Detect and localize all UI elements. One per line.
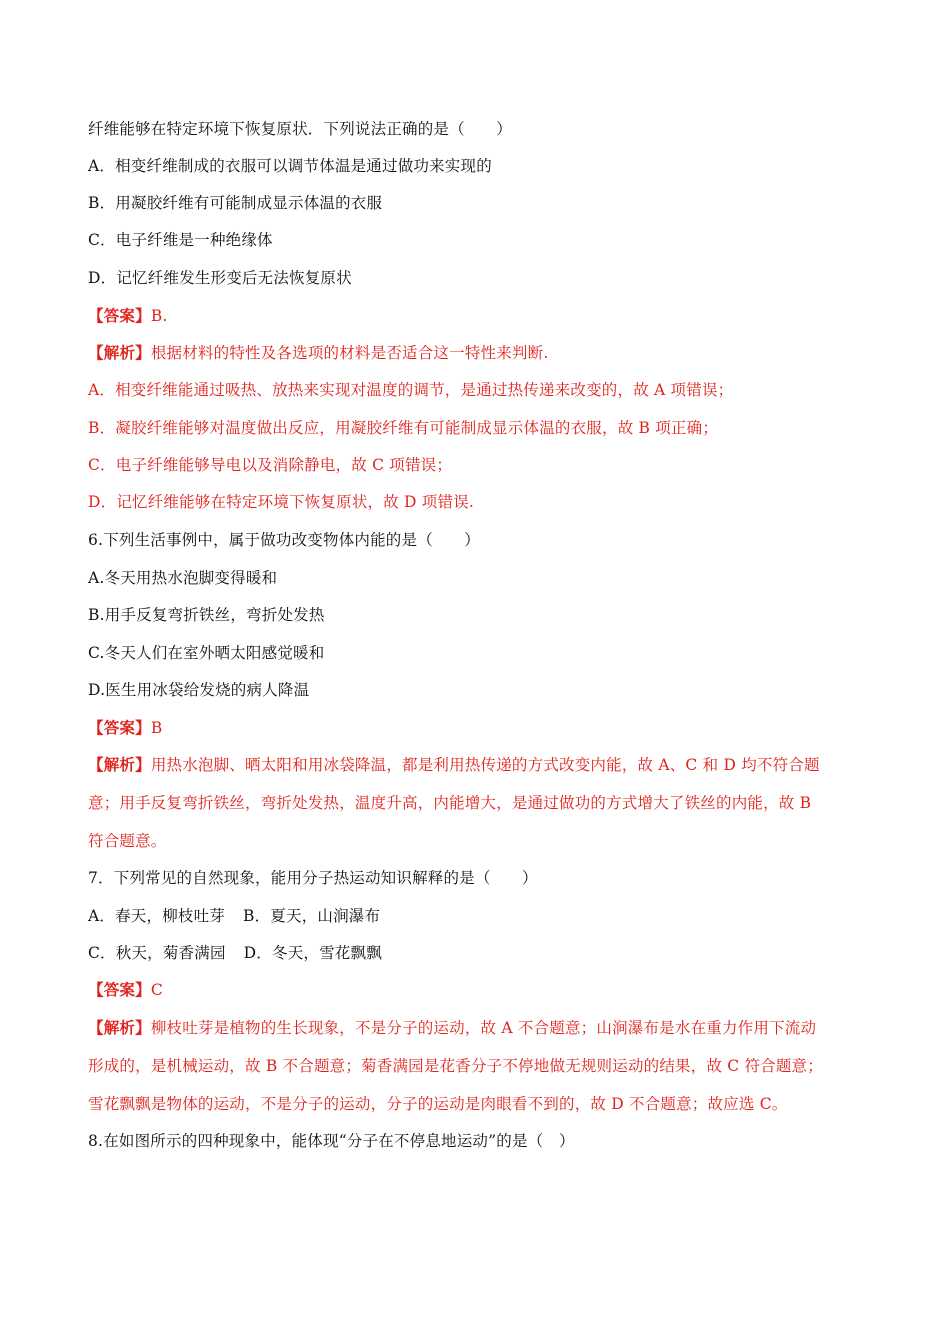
q6-option-a: A.冬天用热水泡脚变得暖和 xyxy=(88,569,278,587)
answer-value: B xyxy=(150,719,163,737)
q7-answer xyxy=(88,980,163,1000)
q7-option-d: D．冬天，雪花飘飘 xyxy=(243,944,382,962)
analysis-tag: 【解析】 xyxy=(88,1018,151,1037)
answer-tag: 【答案】 xyxy=(88,718,151,737)
q5-answer xyxy=(88,306,168,326)
answer-tag: 【答案】 xyxy=(88,306,151,325)
q7-options-row-2 xyxy=(88,943,382,963)
q6-option-d: D.医生用冰袋给发烧的病人降温 xyxy=(88,681,310,699)
q5-analysis xyxy=(88,343,548,363)
q5-option-c: C．电子纤维是一种绝缘体 xyxy=(88,231,273,249)
answer-value: B. xyxy=(150,307,168,325)
q7-analysis-line-2: 形成的，是机械运动，故 B 不合题意；菊香满园是花香分子不停地做无规则运动的结果，故 C 符合题意； xyxy=(88,1057,823,1075)
analysis-tag: 【解析】 xyxy=(88,755,151,774)
q8-stem: 8.在如图所示的四种现象中，能体现“分子在不停息地运动”的是（ ） xyxy=(88,1132,575,1150)
q6-analysis-line-3: 符合题意。 xyxy=(88,832,167,850)
q7-option-b: B．夏天，山涧瀑布 xyxy=(243,907,381,925)
q5-option-a: A．相变纤维制成的衣服可以调节体温是通过做功来实现的 xyxy=(88,157,492,175)
q6-analysis-line-2: 意；用手反复弯折铁丝，弯折处发热，温度升高，内能增大，是通过做功的方式增大了铁丝的内能，故 B xyxy=(88,794,812,812)
q6-answer xyxy=(88,718,162,738)
q5-stem-tail: 纤维能够在特定环境下恢复原状．下列说法正确的是（ ） xyxy=(88,120,512,138)
q5-option-b: B．用凝胶纤维有可能制成显示体温的衣服 xyxy=(88,194,383,212)
analysis-tag: 【解析】 xyxy=(88,343,151,362)
answer-value: C xyxy=(150,981,163,999)
analysis-text: 根据材料的特性及各选项的材料是否适合这一特性来判断. xyxy=(150,344,549,362)
q7-analysis-line-1 xyxy=(88,1018,816,1038)
q5-analysis-d: D．记忆纤维能够在特定环境下恢复原状，故 D 项错误. xyxy=(88,493,475,511)
q7-stem: 7．下列常见的自然现象，能用分子热运动知识解释的是（ ） xyxy=(88,869,538,887)
q6-option-b: B.用手反复弯折铁丝，弯折处发热 xyxy=(88,606,325,624)
q7-options-row-1 xyxy=(88,906,380,926)
q5-analysis-b: B．凝胶纤维能够对温度做出反应，用凝胶纤维有可能制成显示体温的衣服，故 B 项正确； xyxy=(88,419,719,437)
q5-analysis-a: A．相变纤维能通过吸热、放热来实现对温度的调节，是通过热传递来改变的，故 A 项错误； xyxy=(88,381,734,399)
answer-tag: 【答案】 xyxy=(88,980,151,999)
q6-analysis-line-1 xyxy=(88,755,820,775)
q7-option-a: A．春天，柳枝吐芽 xyxy=(88,907,225,925)
q7-analysis-line-3: 雪花飘飘是物体的运动，不是分子的运动，分子的运动是肉眼看不到的，故 D 不合题意；故应选 C。 xyxy=(88,1095,788,1113)
analysis-text: 柳枝吐芽是植物的生长现象，不是分子的运动，故 A 不合题意；山涧瀑布是水在重力作用下流动 xyxy=(150,1019,817,1037)
q5-analysis-c: C．电子纤维能够导电以及消除静电，故 C 项错误； xyxy=(88,456,453,474)
q5-option-d: D．记忆纤维发生形变后无法恢复原状 xyxy=(88,269,352,287)
analysis-text: 用热水泡脚、晒太阳和用冰袋降温，都是利用热传递的方式改变内能，故 A、C 和 D 均不符合题 xyxy=(150,756,820,774)
q6-stem: 6.下列生活事例中，属于做功改变物体内能的是（ ） xyxy=(88,531,480,549)
q7-option-c: C．秋天，菊香满园 xyxy=(88,944,226,962)
q6-option-c: C.冬天人们在室外晒太阳感觉暖和 xyxy=(88,644,325,662)
